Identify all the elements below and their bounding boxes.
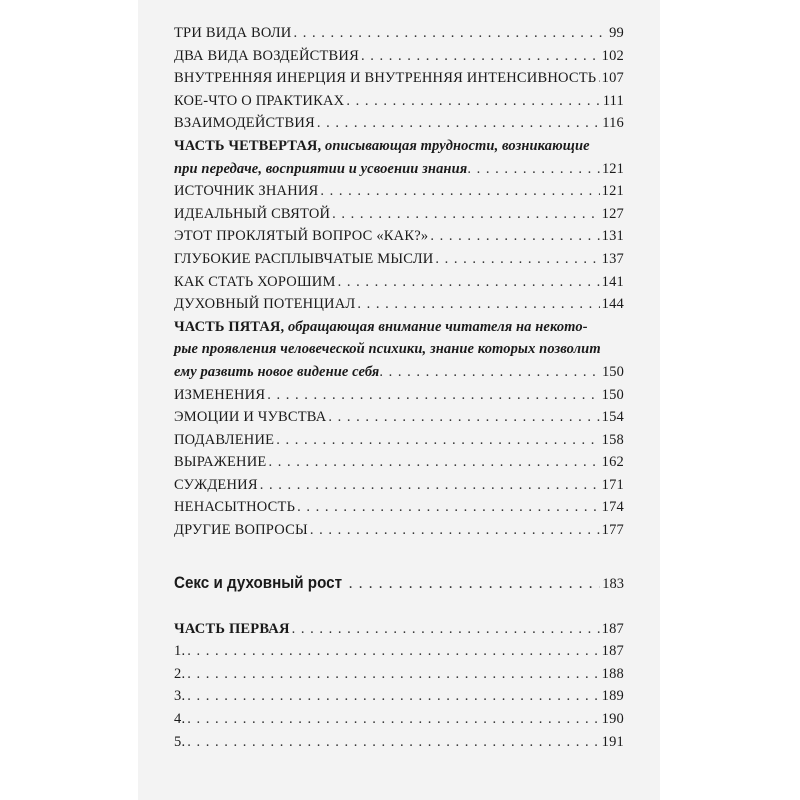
toc-entry: [174, 67, 624, 90]
toc-entry: [174, 112, 624, 135]
leader-dots: [435, 248, 599, 271]
toc-entry-page: 187: [601, 620, 624, 637]
leader-dots: [357, 293, 599, 316]
toc-group-b: [174, 180, 624, 316]
toc-entry-title: 2.: [174, 665, 186, 682]
toc-entry-page: 158: [601, 431, 624, 448]
toc-group-d: [174, 640, 624, 753]
toc-entry-page: 99: [609, 25, 624, 41]
toc-entry: [174, 293, 624, 316]
toc-entry: [174, 90, 624, 113]
toc-entry-title: КАК СТАТЬ ХОРОШИМ: [174, 273, 336, 290]
toc-entry-page: 174: [601, 499, 624, 516]
toc-entry: [174, 640, 624, 663]
toc-entry-title: 4.: [174, 711, 186, 728]
toc-entry-title: ВЗАИМОДЕЙСТВИЯ: [174, 115, 315, 132]
leader-dots: [320, 180, 599, 203]
leader-dots: [317, 112, 600, 135]
toc-entry: [174, 474, 624, 497]
toc-entry-title: ЭТОТ ПРОКЛЯТЫЙ ВОПРОС «КАК?»: [174, 228, 429, 245]
toc-entry-title: ТРИ ВИДА ВОЛИ: [174, 25, 292, 41]
toc-entry-page: 191: [601, 733, 624, 750]
toc-group-c: [174, 384, 624, 542]
toc-entry-page: 162: [601, 454, 624, 471]
toc-entry-title: КОЕ-ЧТО О ПРАКТИКАХ: [174, 92, 345, 109]
toc-entry-page: 171: [601, 476, 624, 493]
leader-dots: [267, 384, 599, 407]
toc-group-a: [174, 22, 624, 135]
toc-entry-title: ПОДАВЛЕНИЕ: [174, 431, 275, 448]
leader-dots: [361, 45, 600, 68]
toc-entry-title: ДУХОВНЫЙ ПОТЕНЦИАЛ: [174, 296, 356, 313]
toc-entry-page: 102: [601, 47, 624, 64]
section-title: Секс и духовный рост: [174, 573, 343, 592]
toc-entry-title: 1.: [174, 643, 186, 660]
toc-entry-title: ДРУГИЕ ВОПРОСЫ: [174, 522, 308, 539]
toc-entry-title: ВЫРАЖЕНИЕ: [174, 454, 267, 471]
toc-entry: [174, 708, 624, 731]
toc-entry-page: 141: [601, 273, 624, 290]
toc-entry: [174, 663, 624, 686]
toc-entry-page: 188: [601, 665, 624, 682]
toc-entry-title: ЧАСТЬ ПЕРВАЯ: [174, 620, 290, 637]
toc-entry: [174, 685, 624, 708]
toc-entry-page: 150: [601, 363, 624, 380]
toc-entry-page: 177: [601, 522, 624, 539]
toc-entry-page: 150: [601, 386, 624, 403]
toc-entry-page: 187: [601, 643, 624, 660]
toc-entry: [174, 248, 624, 271]
toc-entry-title: СУЖДЕНИЯ: [174, 476, 258, 493]
leader-dots: [297, 496, 600, 519]
toc-entry-title: ИСТОЧНИК ЗНАНИЯ: [174, 183, 319, 200]
toc-entry-title: ГЛУБОКИЕ РАСПЛЫВЧАТЫЕ МЫСЛИ: [174, 250, 434, 267]
leader-dots: [349, 575, 601, 593]
toc-entry: [174, 429, 624, 452]
toc-entry-title: 5.: [174, 733, 186, 750]
part-one-heading: [174, 618, 624, 641]
toc-entry-page: 144: [601, 296, 624, 313]
toc-entry-title: ВНУТРЕННЯЯ ИНЕРЦИЯ И ВНУТРЕННЯЯ ИНТЕНСИВНОСТЬ: [174, 70, 597, 87]
toc-entry-page: 107: [601, 70, 624, 87]
toc-entry: [174, 271, 624, 294]
toc-entry: [174, 519, 624, 542]
toc-entry-page: 116: [602, 115, 624, 132]
part-description-line: при передаче, восприятии и усвоении знания: [174, 160, 468, 177]
section-page: 183: [602, 575, 624, 592]
toc-entry-page: 190: [601, 711, 624, 728]
leader-dots: [187, 685, 599, 708]
leader-dots: [187, 708, 599, 731]
toc-entry-page: 131: [601, 228, 624, 245]
leader-dots: [338, 271, 600, 294]
toc-entry-page: 154: [601, 409, 624, 426]
toc-entry-page: 127: [601, 205, 624, 222]
toc-entry: [174, 731, 624, 754]
toc-entry: [174, 45, 624, 68]
toc-entry-page: 137: [601, 250, 624, 267]
leader-dots: [310, 519, 600, 542]
part-description-line: описывающая трудности, возникающие: [324, 137, 590, 154]
part-description-line: обращающая внимание читателя на некото-: [287, 318, 588, 335]
leader-dots: [346, 90, 600, 113]
toc-entry-page: 121: [601, 160, 624, 177]
leader-dots: [187, 663, 599, 686]
toc-entry-title: НЕНАСЫТНОСТЬ: [174, 499, 296, 516]
toc-entry-title: ИДЕАЛЬНЫЙ СВЯТОЙ: [174, 205, 331, 222]
toc-entry: [174, 406, 624, 429]
leader-dots: [268, 451, 599, 474]
part-lead: ЧАСТЬ ЧЕТВЕРТАЯ,: [174, 137, 322, 154]
table-of-contents: [174, 22, 624, 753]
toc-entry: [174, 203, 624, 226]
toc-entry-title: ДВА ВИДА ВОЗДЕЙСТВИЯ: [174, 47, 359, 64]
leader-dots: [467, 158, 602, 181]
leader-dots: [292, 618, 600, 641]
part-description-line: рые проявления человеческой психики, знание которых позволит: [174, 341, 601, 358]
toc-entry-title: ИЗМЕНЕНИЯ: [174, 386, 266, 403]
leader-dots: [430, 225, 599, 248]
part-description-line: ему развить новое видение себя: [174, 363, 380, 380]
leader-dots: [187, 731, 599, 754]
toc-entry: [174, 451, 624, 474]
leader-dots: [332, 203, 599, 226]
toc-entry-page: 189: [601, 688, 624, 705]
toc-entry: [174, 496, 624, 519]
toc-entry-title: 3.: [174, 688, 186, 705]
toc-entry-title: ЭМОЦИИ И ЧУВСТВА: [174, 409, 327, 426]
part-five-heading: [174, 316, 624, 384]
toc-entry: [174, 225, 624, 248]
toc-entry-page: 111: [602, 92, 624, 109]
leader-dots: [293, 22, 607, 45]
section-heading: [174, 574, 624, 600]
part-lead: ЧАСТЬ ПЯТАЯ,: [174, 318, 285, 335]
part-four-heading: [174, 135, 624, 180]
toc-entry: [174, 384, 624, 407]
leader-dots: [260, 474, 600, 497]
leader-dots: [276, 429, 599, 452]
leader-dots: [187, 640, 599, 663]
toc-entry: [174, 180, 624, 203]
toc-entry: [174, 22, 624, 45]
leader-dots: [379, 361, 602, 384]
leader-dots: [328, 406, 599, 429]
toc-entry-page: 121: [601, 183, 624, 200]
